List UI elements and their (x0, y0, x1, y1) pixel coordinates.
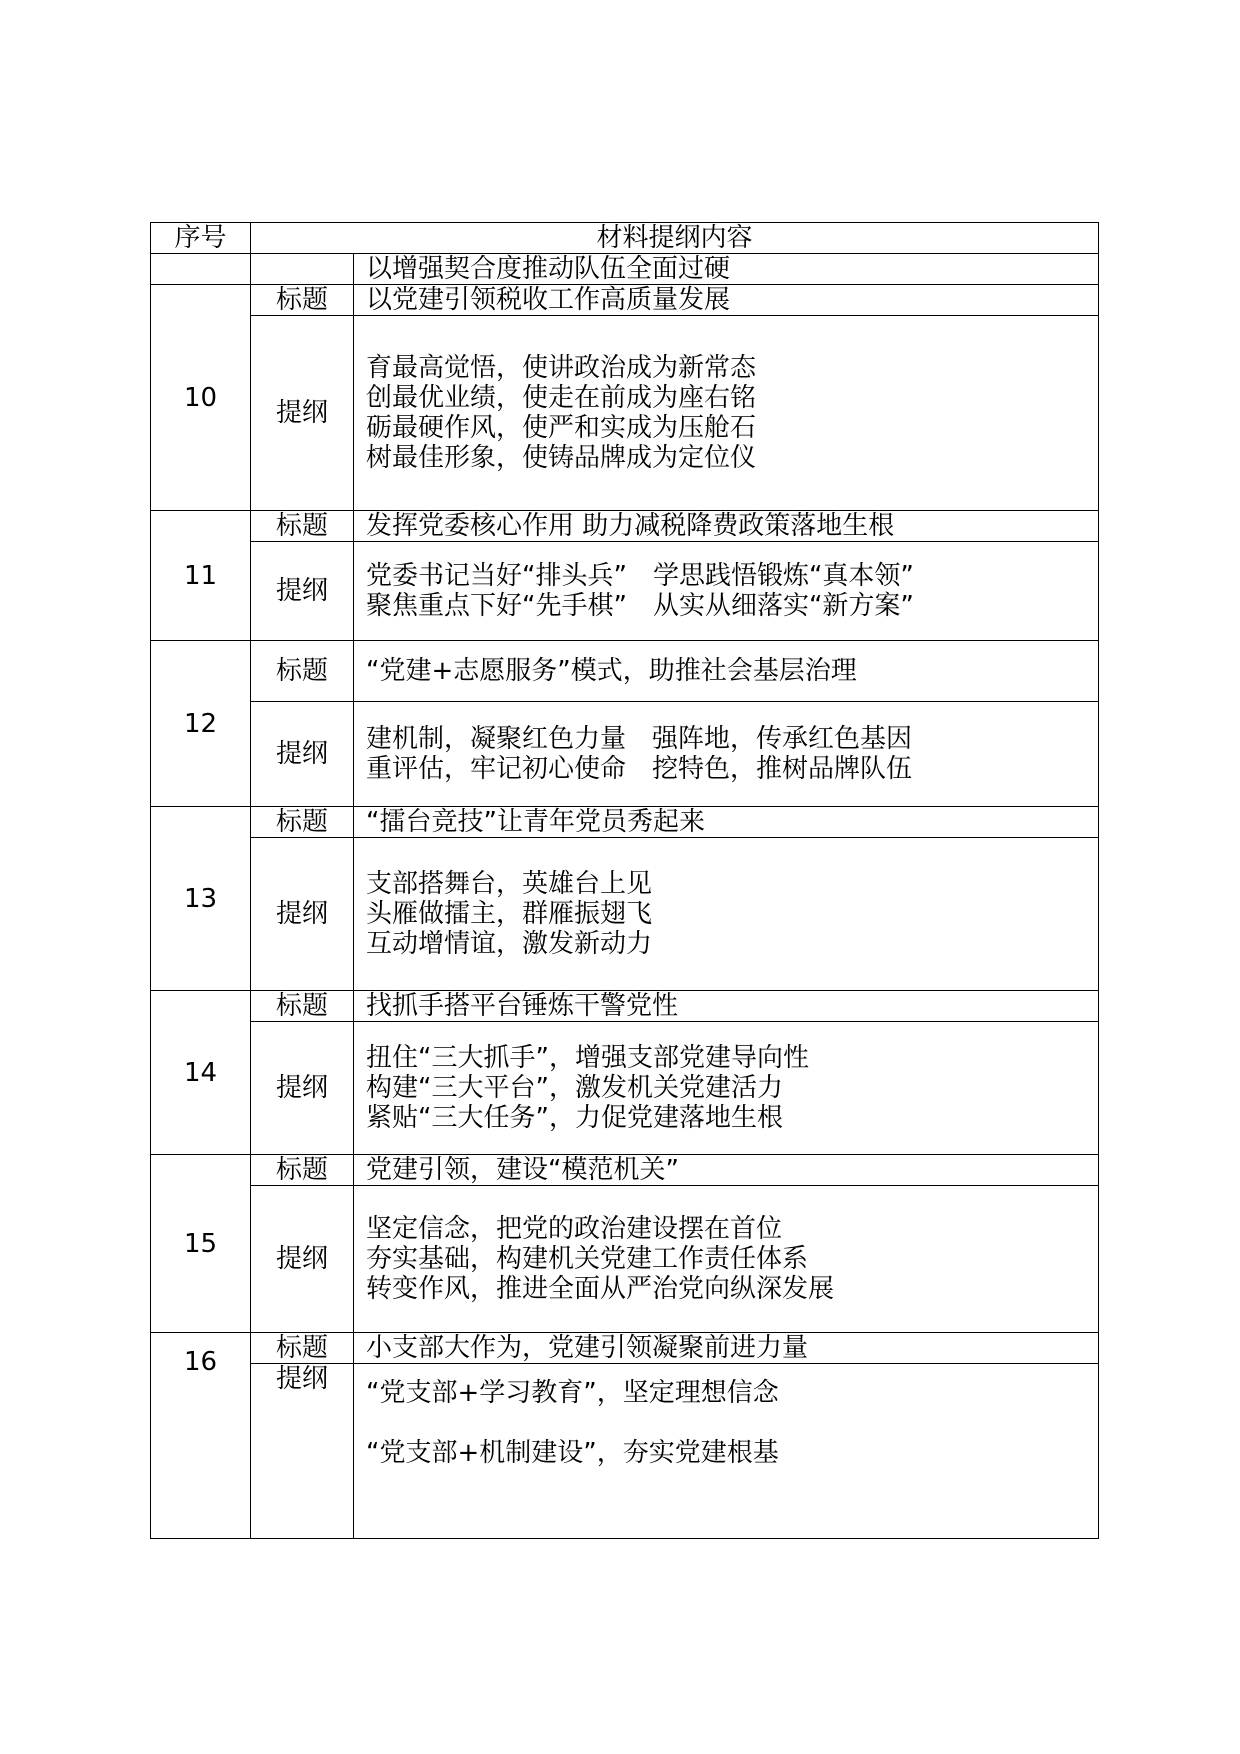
table-row (151, 1022, 1099, 1155)
header-seq: 序号 (151, 223, 251, 254)
title-label: 标题 (251, 1333, 354, 1364)
outline-item: “党支部+学习教育”，坚定理想信念 (366, 1378, 779, 1408)
title-label: 标题 (251, 511, 354, 542)
table-row (151, 1155, 1099, 1186)
outline-item: “党支部+机制建设”，夯实党建根基 (366, 1438, 779, 1468)
title-label: 标题 (251, 641, 354, 702)
row-outline: 支部搭舞台，英雄台上见 头雁做擂主，群雁振翅飞 互动增情谊，激发新动力 (354, 838, 1099, 991)
outline-label: 提纲 (251, 702, 354, 807)
row-title: 发挥党委核心作用 助力减税降费政策落地生根 (354, 511, 1099, 542)
title-label: 标题 (251, 285, 354, 316)
table-row (151, 316, 1099, 511)
outline-label: 提纲 (251, 1186, 354, 1333)
outline-table (150, 222, 1099, 1539)
table-row (151, 641, 1099, 702)
seq-number: 15 (151, 1155, 251, 1333)
row-title: “党建+志愿服务”模式，助推社会基层治理 (354, 641, 1099, 702)
row-title: 找抓手搭平台锤炼干警党性 (354, 991, 1099, 1022)
table-row (151, 1186, 1099, 1333)
table-row (151, 1333, 1099, 1364)
seq-number: 10 (151, 285, 251, 511)
empty-cell (151, 254, 251, 285)
row-outline: 党委书记当好“排头兵” 学思践悟锻炼“真本领” 聚焦重点下好“先手棋” 从实从细落实“新方案” (354, 542, 1099, 641)
title-label: 标题 (251, 1155, 354, 1186)
table-row (151, 807, 1099, 838)
outline-label: 提纲 (251, 838, 354, 991)
row-outline (354, 1364, 1099, 1539)
row-title: 党建引领，建设“模范机关” (354, 1155, 1099, 1186)
seq-number: 11 (151, 511, 251, 641)
row-title: “擂台竞技”让青年党员秀起来 (354, 807, 1099, 838)
continued-line: 以增强契合度推动队伍全面过硬 (354, 254, 1099, 285)
row-title: 以党建引领税收工作高质量发展 (354, 285, 1099, 316)
header-row (151, 223, 1099, 254)
table-row (151, 511, 1099, 542)
table-row (151, 838, 1099, 991)
title-label: 标题 (251, 807, 354, 838)
seq-number: 16 (151, 1333, 251, 1539)
row-outline: 建机制，凝聚红色力量 强阵地，传承红色基因 重评估，牢记初心使命 挖特色，推树品牌队伍 (354, 702, 1099, 807)
outline-label: 提纲 (251, 542, 354, 641)
row-outline: 坚定信念，把党的政治建设摆在首位 夯实基础，构建机关党建工作责任体系 转变作风，推进全面从严治党向纵深发展 (354, 1186, 1099, 1333)
table-row (151, 285, 1099, 316)
outline-label: 提纲 (251, 1364, 354, 1539)
continued-row (151, 254, 1099, 285)
table-row (151, 991, 1099, 1022)
row-outline: 扭住“三大抓手”，增强支部党建导向性 构建“三大平台”，激发机关党建活力 紧贴“三大任务”，力促党建落地生根 (354, 1022, 1099, 1155)
outline-label: 提纲 (251, 1022, 354, 1155)
table-row (151, 1364, 1099, 1539)
seq-number: 12 (151, 641, 251, 807)
outline-label: 提纲 (251, 316, 354, 511)
title-label: 标题 (251, 991, 354, 1022)
table-row (151, 702, 1099, 807)
seq-number: 13 (151, 807, 251, 991)
seq-number: 14 (151, 991, 251, 1155)
row-title: 小支部大作为，党建引领凝聚前进力量 (354, 1333, 1099, 1364)
table-row (151, 542, 1099, 641)
header-content: 材料提纲内容 (251, 223, 1099, 254)
row-outline: 育最高觉悟，使讲政治成为新常态 创最优业绩，使走在前成为座右铭 砺最硬作风，使严和实成为压舱石 树最佳形象，使铸品牌成为定位仪 (354, 316, 1099, 511)
empty-cell (251, 254, 354, 285)
